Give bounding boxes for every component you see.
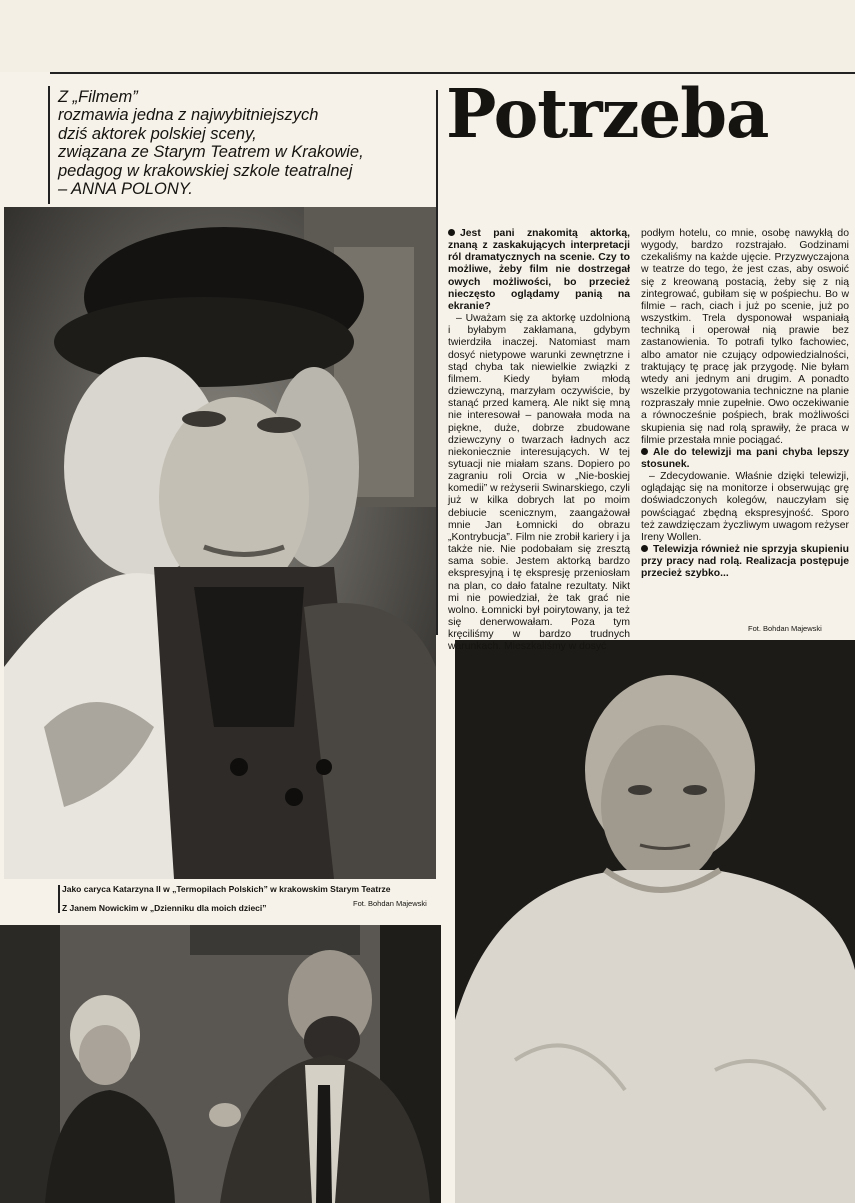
bullet-icon (641, 545, 648, 552)
caption-photo1: Jako caryca Katarzyna II w „Termopilach Polskich” w krakowskim Starym Teatrze (62, 884, 391, 894)
credit-photo1: Fot. Bohdan Majewski (353, 899, 427, 908)
credit-photo2: Fot. Bohdan Majewski (748, 624, 822, 633)
answer-paragraph: – Uważam się za aktorkę uzdolnioną i byłabym zakłamana, gdybym twierdziła inaczej. Natomiast mam dosyć nietypowe warunki zewnętrzne i stąd chyba tak niewielkie związki z filmem. Kiedy byłam młodą dziewczyną, marzyłam oczywiście, by stanąć przed kamerą. Ale nikt się mną nie interesował – panowała moda na piękne, duże, dobrze zbudowane dziewczyny o twarzach ładnych acz niekoniecznie interesujących. W tej sytuacji nie miałam szans. Dopiero po zagraniu roli Orcia w „Nie-boskiej komedii” w reżyserii Swinarskiego, czyli już w kilka dobrych lat po moim debiucie scenicznym, zaangażował mnie Jan Łomnicki do obrazu „Kontrybucja”. Film nie zrobił kariery i ja także nie. Nie podobałam się zresztą sama sobie. Jestem aktorką bardzo ekspresyjną i tę ekspresję przeniosłam na plan, co dało fatalne rezultaty. Nikt mi nie powiedział, że tak grać nie wolno. Łomnicki był poirytowany, ja też się denerwowałam. Poza tym kręciliśmy w bardzo trudnych warunkach. Mieszkaliśmy w dosyć (448, 313, 630, 653)
intro-line: związana ze Starym Teatrem w Krakowie, (58, 143, 364, 162)
intro-block (58, 88, 438, 198)
question-text: Jest pani znakomitą aktorką, znaną z zaskakujących interpretacji ról dramatycznych na scenie. Czy to możliwe, żeby film nie dostrzegał owych możliwości, bo przecież nieczęsto oglądamy panią na ekranie? (448, 228, 630, 312)
bullet-icon (448, 229, 455, 236)
answer-paragraph: – Zdecydowanie. Właśnie dzięki telewizji, oglądając się na monitorze i obserwując grę doświadczonych kolegów, nauczyłam się powściągać zbędną ekspresyjność. Sporo też zawdzięczam życzliwym uwagom reżyser Ireny Wollen. (641, 471, 849, 543)
question-text: Ale do telewizji ma pani chyba lepszy stosunek. (641, 446, 849, 470)
question-text: Telewizja również nie sprzyja skupieniu przy pracy nad rolą. Realizacja postępuje przecież szybko... (641, 544, 849, 580)
question-paragraph (641, 544, 849, 580)
photo-nowicki (0, 925, 441, 1203)
bullet-icon (641, 448, 648, 455)
caption-rule (58, 885, 60, 913)
intro-line: Z „Filmem” (58, 88, 138, 106)
headline: Potrzeba (446, 74, 769, 153)
photo-katarzyna (4, 207, 436, 879)
intro-line: pedagog w krakowskiej szkole teatralnej (58, 161, 353, 180)
answer-paragraph: podłym hotelu, co mnie, osobę nawykłą do wygody, bardzo rozstrajało. Godzinami czekaliśmy na każde ujęcie. Przyzwyczajona w teatrze do tego, że jest czas, aby oswoić się z kreowaną postacią, żeby się z nią zintegrować, gubiłam się w pośpiechu. Bo w filmie – rach, ciach i już po scenie, już po wszystkim. Trela dysponował wspaniałą techniką i operował nią prawie bez zastanowienia. To potrafi tylko fachowiec, albo amator nie czujący odpowiedzialności, traktujący tę pracę jak przygodę. Nie byłam wtedy ani jednym ani drugim. A ponadto wszelkie przygotowania techniczne na planie rozpraszały mnie zupełnie. Owo oczekiwanie a równocześnie pośpiech, brak możliwości skupienia się nad rolą sprawiły, że praca w filmie przestała mnie pociągać. (641, 228, 849, 446)
question-paragraph (641, 447, 849, 471)
caption-photo2: Z Janem Nowickim w „Dzienniku dla moich dzieci” (62, 903, 267, 913)
intro-line: dziś aktorek polskiej sceny, (58, 124, 257, 143)
intro-line: – ANNA POLONY. (58, 180, 193, 199)
intro-rule (48, 86, 50, 204)
article-column-2 (641, 228, 849, 581)
question-paragraph (448, 228, 630, 313)
intro-line: rozmawia jedna z najwybitniejszych (58, 106, 319, 125)
page-top-margin (0, 0, 855, 72)
article-column-1 (448, 228, 630, 653)
photo-portrait (455, 640, 855, 1203)
